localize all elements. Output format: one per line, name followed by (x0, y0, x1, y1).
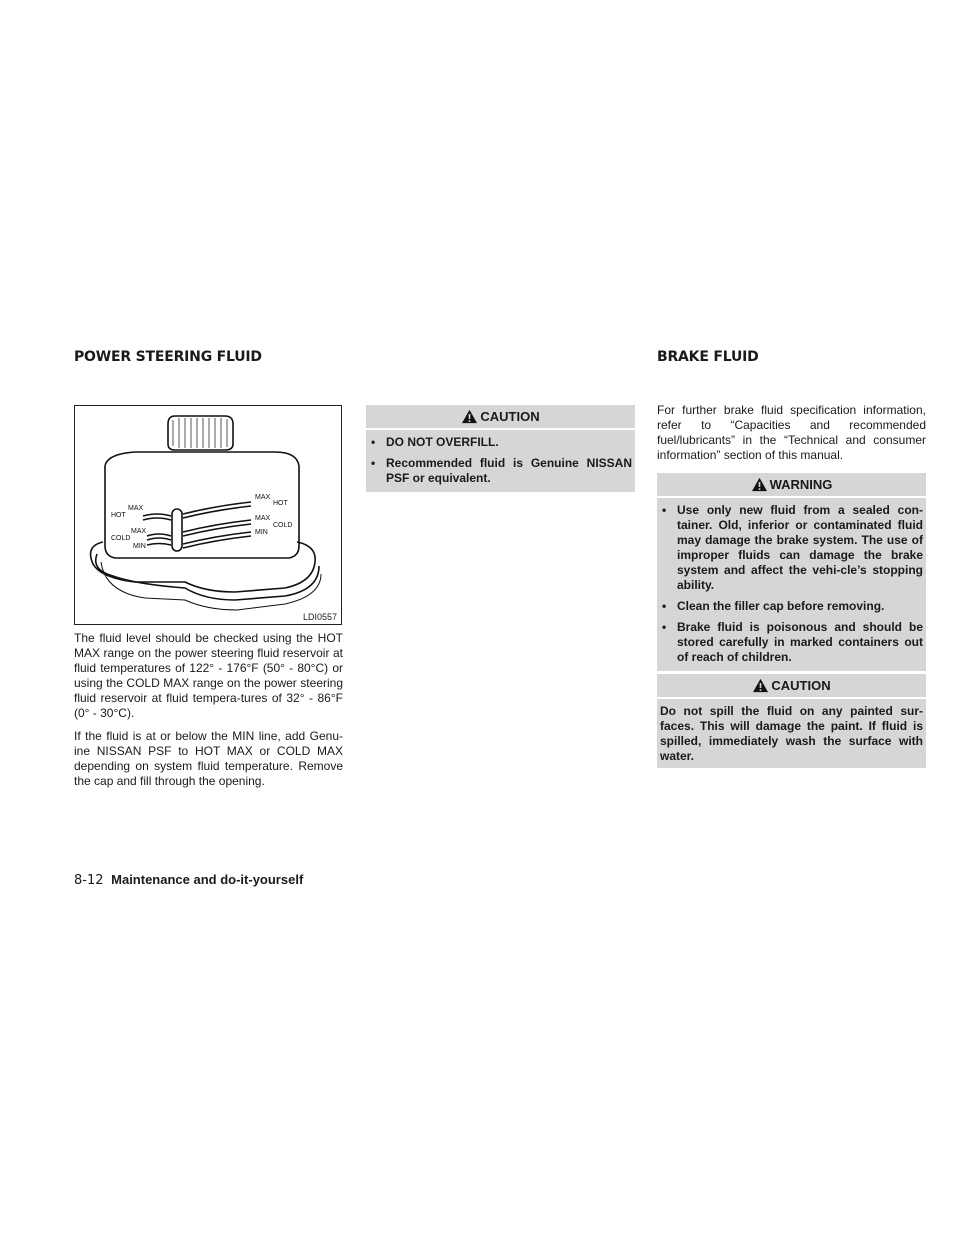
label-right-max-hot: MAX (255, 494, 271, 501)
paragraph: If the fluid is at or below the MIN line, add Genu-ine NISSAN PSF to HOT MAX or COLD MAX depending on system fluid temperature. Remove the cap and fill through the opening. (74, 729, 343, 788)
brake-fluid-caution-box (657, 674, 926, 768)
label-left-min: MIN (133, 543, 146, 550)
warning-triangle-icon (752, 678, 769, 693)
label-left-max-hot: MAX (128, 505, 144, 512)
reservoir-illustration (74, 405, 342, 625)
label-right-min: MIN (255, 529, 268, 536)
warning-triangle-icon (461, 409, 478, 424)
brake-fluid-intro: For further brake fluid specification information, refer to “Capacities and recommended fuel/lubricants” in the “Technical and consumer information” section of this manual. (657, 403, 926, 462)
label-right-hot: HOT (273, 500, 288, 507)
list-item: • DO NOT OVERFILL. (371, 435, 499, 449)
warning-header (657, 473, 926, 498)
label-right-cold: COLD (273, 522, 293, 529)
list-item: • Recommended fluid is Genuine NISSAN PSF or equivalent. (371, 456, 632, 485)
bullet: • (662, 599, 667, 613)
power-steering-heading: POWER STEERING FLUID (74, 349, 262, 365)
warning-triangle-icon (751, 477, 768, 492)
page-number: 8-12 (74, 873, 104, 888)
reservoir-drawing (75, 406, 341, 624)
list-item: • Clean the filler cap before removing. (662, 599, 885, 613)
bullet: • (371, 435, 376, 449)
power-steering-text (74, 631, 343, 797)
brake-fluid-heading: BRAKE FLUID (657, 349, 759, 365)
caution-header (366, 405, 635, 430)
bullet: • (662, 620, 667, 634)
section-title: Maintenance and do-it-yourself (111, 872, 304, 887)
warning-body (657, 498, 926, 671)
bullet: • (371, 456, 376, 470)
label-left-max-cold: MAX (131, 528, 147, 535)
list-item: • Brake fluid is poisonous and should be stored carefully in marked containers out of reach of children. (662, 620, 923, 664)
figure-id: LDI0557 (302, 612, 337, 622)
warning-title: WARNING (769, 477, 833, 492)
caution-header (657, 674, 926, 699)
power-steering-caution-box (366, 405, 635, 492)
label-right-max-cold: MAX (255, 515, 271, 522)
label-left-cold: COLD (111, 535, 131, 542)
brake-fluid-warning-box (657, 473, 926, 671)
page-footer (74, 872, 303, 888)
label-left-hot: HOT (111, 512, 126, 519)
paragraph: The fluid level should be checked using the HOT MAX range on the power steering fluid reservoir at fluid temperatures of 122° - 176°F (50° - 80°C) or using the COLD MAX range on the power steering fluid reservoir at fluid tempera-tures of 32° - 86°F (0° - 30°C). (74, 631, 343, 720)
bullet: • (662, 503, 667, 517)
caution-title: CAUTION (771, 678, 831, 693)
caution-text: Do not spill the fluid on any painted sur-faces. This will damage the paint. If fluid is spilled, immediately wash the surface with water. (660, 704, 923, 763)
caution-title: CAUTION (480, 409, 540, 424)
list-item: • Use only new fluid from a sealed con-tainer. Old, inferior or contaminated fluid may damage the brake system. The use of improper fluids can damage the brake system and affect the vehi-cle’s stopping ability. (662, 503, 923, 592)
caution-body (366, 430, 635, 492)
